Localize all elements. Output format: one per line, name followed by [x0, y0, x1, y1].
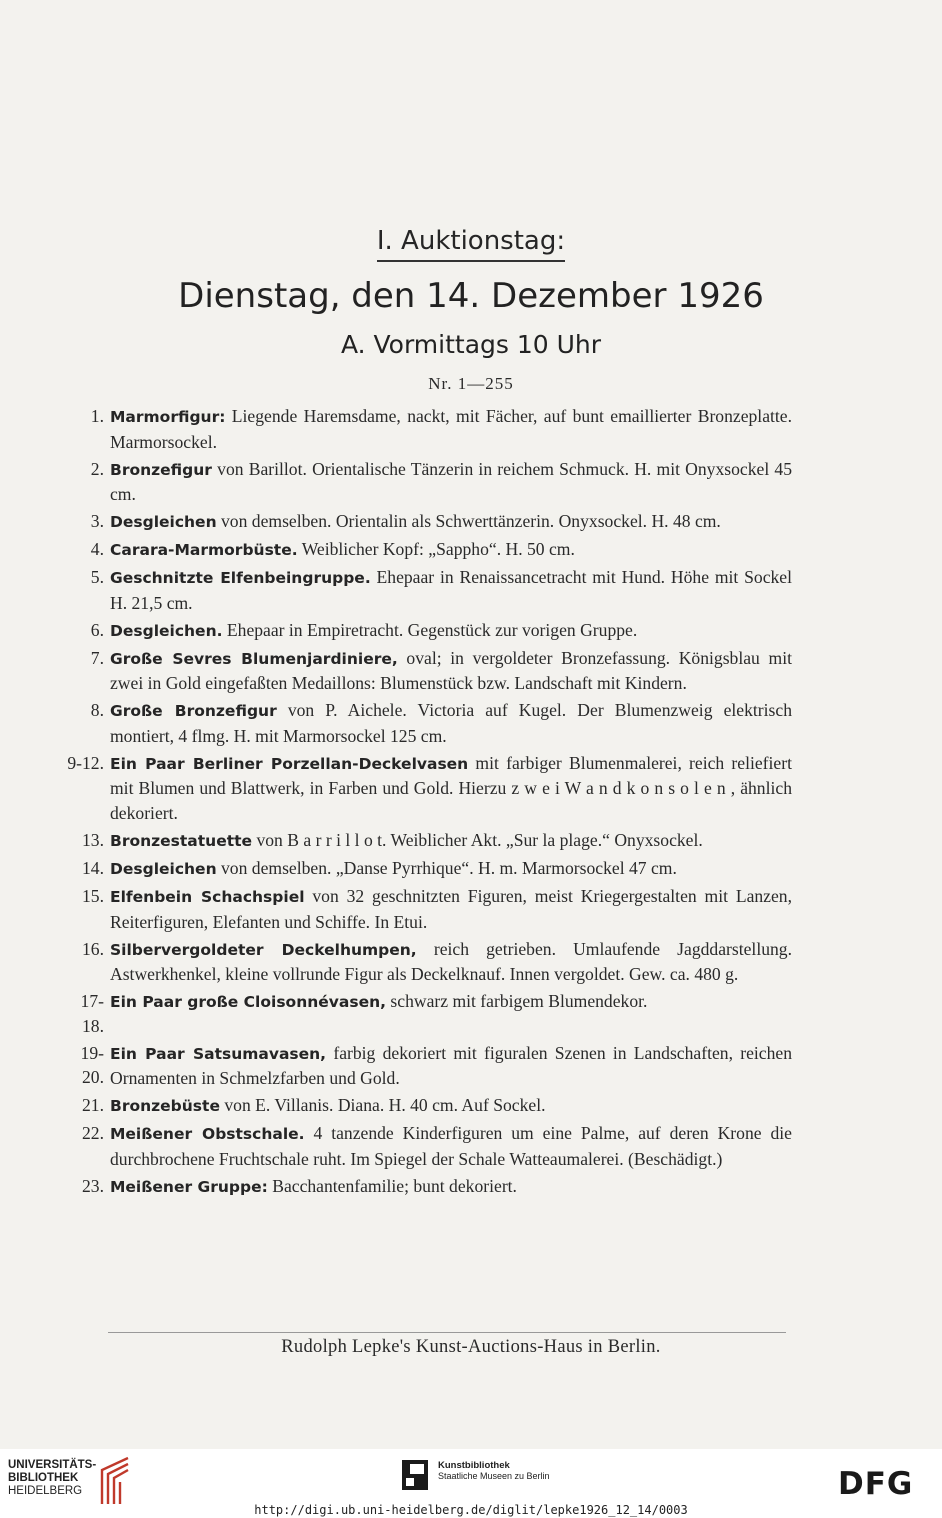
- lot-number: 9-12.: [67, 752, 104, 773]
- lot-text: mit farbiger Blumenmalerei, reich reliefiert mit Blumen und Blattwerk, in Farben und Gold. Hierzu z w e i W a n d k o n s o l e n , ähnlich dekoriert.: [110, 752, 792, 824]
- lot-item: [66, 565, 792, 615]
- lot-number: 2.: [90, 458, 104, 479]
- lot-text: von E. Villanis. Diana. H. 40 cm. Auf Sockel.: [219, 1095, 546, 1116]
- lot-title: Desgleichen: [110, 860, 217, 878]
- lot-text: von demselben. Orientalin als Schwerttänzerin. Onyxsockel. H. 48 cm.: [216, 511, 721, 532]
- lot-item: [66, 856, 792, 882]
- lot-title: Marmorfigur:: [110, 408, 226, 426]
- lot-title: Elfenbein Schachspiel: [110, 887, 305, 906]
- lot-number: 4.: [90, 539, 104, 560]
- lot-item: [66, 698, 792, 748]
- lot-description: [110, 1121, 792, 1171]
- lot-description: [110, 509, 792, 535]
- lot-title: Meißener Obstschale.: [110, 1125, 305, 1144]
- lot-item: [66, 1041, 792, 1091]
- lot-text: Ehepaar in Empiretracht. Gegenstück zur vorigen Gruppe.: [222, 619, 638, 640]
- lot-number: 14.: [82, 858, 104, 878]
- lot-title: Ein Paar Satsumavasen,: [110, 1044, 327, 1063]
- lot-text: Liegende Haremsdame, nackt, mit Fächer, auf bunt emaillierter Bronzeplatte. Marmorsockel.: [110, 406, 792, 452]
- lot-number: 22.: [82, 1123, 104, 1144]
- lot-item: [66, 989, 792, 1038]
- lot-text: von P. Aichele. Victoria auf Kugel. Der Blumenzweig elektrisch montiert, 4 flmg. H. mit Marmorsockel 125 cm.: [110, 700, 792, 746]
- lot-description: [110, 1174, 792, 1200]
- lot-description: [110, 937, 792, 987]
- lot-number: 16.: [82, 938, 104, 959]
- lot-description: [110, 537, 792, 563]
- lot-title: Desgleichen.: [110, 621, 223, 640]
- lot-item: [66, 618, 792, 644]
- lot-text: farbig dekoriert mit figuralen Szenen in Landschaften, reichen Ornamenten in Schmelzfarben und Gold.: [110, 1042, 792, 1089]
- lot-description: [110, 989, 792, 1038]
- lot-title: Große Sevres Blumenjardiniere,: [110, 649, 398, 668]
- lot-text: oval; in vergoldeter Bronzefassung. Königsblau mit zwei in Gold eingefaßten Medaillons: Blumenstück bzw. Landschaft mit Kindern.: [110, 647, 792, 694]
- lot-number: 5.: [90, 567, 104, 588]
- lot-description: [110, 565, 792, 615]
- lot-item: [66, 1121, 792, 1171]
- lot-number: 23.: [82, 1175, 104, 1196]
- lot-number: 6.: [90, 619, 104, 640]
- permalink-url[interactable]: http://digi.ub.uni-heidelberg.de/diglit/lepke1926_12_14/0003: [254, 1503, 688, 1517]
- lot-text: Weiblicher Kopf: „Sappho“. H. 50 cm.: [297, 539, 575, 560]
- lot-number: 7.: [90, 647, 104, 668]
- lot-number: 1.: [90, 406, 104, 426]
- auction-day-heading: I. Auktionstag:: [0, 226, 942, 256]
- lot-title: Silbervergoldeter Deckelhumpen,: [110, 940, 417, 959]
- heidelberg-logo-icon[interactable]: [98, 1456, 132, 1506]
- lot-description: [110, 618, 792, 644]
- lot-description: [110, 646, 792, 696]
- lot-title: Meißener Gruppe:: [110, 1177, 268, 1196]
- lot-range: Nr. 1—255: [428, 374, 514, 393]
- lot-text: von Barillot. Orientalische Tänzerin in reichem Schmuck. H. mit Onyxsockel 45 cm.: [110, 458, 792, 505]
- lot-text: Ehepaar in Renaissancetracht mit Hund. Höhe mit Sockel H. 21,5 cm.: [110, 567, 792, 613]
- lot-item: [66, 404, 792, 454]
- lot-description: [110, 457, 792, 507]
- lot-item: [66, 884, 792, 934]
- lot-number: 13.: [82, 830, 104, 851]
- lot-item: [66, 646, 792, 696]
- lot-number: 19-20.: [80, 1042, 104, 1088]
- lot-number: 8.: [90, 700, 104, 721]
- lot-title: Ein Paar Berliner Porzellan-Deckelvasen: [110, 754, 469, 773]
- lot-title: Geschnitzte Elfenbeingruppe.: [110, 569, 371, 588]
- session-heading: A. Vormittags 10 Uhr: [340, 330, 602, 359]
- lot-description: [110, 1041, 792, 1091]
- lot-description: [110, 404, 792, 454]
- lot-number: 17-18.: [80, 991, 104, 1036]
- lot-item: [66, 751, 792, 826]
- lot-title: Desgleichen: [110, 513, 217, 532]
- lot-text: schwarz mit farbigem Blumendekor.: [386, 991, 648, 1012]
- kunstbibliothek-logo-text[interactable]: Kunstbibliothek Staatliche Museen zu Berlin: [438, 1460, 550, 1481]
- lot-list: [66, 404, 792, 1202]
- page-footer: Rudolph Lepke's Kunst-Auctions-Haus in Berlin.: [281, 1337, 661, 1357]
- lot-text: reich getrieben. Umlaufende Jagddarstellung. Astwerkhenkel, kleine vollrunde Figur als Deckelknauf. Innen vergoldet. Gew. ca. 480 g.: [110, 938, 793, 985]
- lot-text: von demselben. „Danse Pyrrhique“. H. m. Marmorsockel 47 cm.: [216, 858, 677, 878]
- lot-title: Bronzefigur: [110, 460, 212, 479]
- auction-date-heading: Dienstag, den 14. Dezember 1926: [178, 276, 764, 316]
- lot-number: 21.: [82, 1095, 104, 1116]
- lot-description: [110, 828, 792, 854]
- lot-item: [66, 537, 792, 563]
- lot-title: Große Bronzefigur: [110, 702, 277, 721]
- lot-item: [66, 1174, 792, 1200]
- lot-description: [110, 751, 792, 826]
- lot-title: Bronzestatuette: [110, 832, 253, 851]
- lot-text: von B a r r i l l o t. Weiblicher Akt. „Sur la plage.“ Onyxsockel.: [252, 830, 703, 851]
- dfg-logo[interactable]: DFG: [838, 1466, 914, 1502]
- lot-description: [110, 856, 792, 882]
- lot-item: [66, 509, 792, 535]
- heidelberg-library-logo-text[interactable]: UNIVERSITÄTS- BIBLIOTHEK HEIDELBERG: [8, 1459, 97, 1497]
- lot-item: [66, 1093, 792, 1119]
- footer-divider: [108, 1332, 786, 1333]
- lot-item: [66, 828, 792, 854]
- lot-title: Ein Paar große Cloisonnévasen,: [110, 993, 387, 1012]
- lot-text: 4 tanzende Kinderfiguren um eine Palme, auf deren Krone die durchbrochene Fruchtschale ruht. Im Spiegel der Schale Watteaumalerei. (Beschädigt.): [110, 1123, 792, 1169]
- lot-item: [66, 937, 792, 987]
- kunstbibliothek-logo-icon[interactable]: [402, 1460, 428, 1490]
- lot-title: Bronzebüste: [110, 1097, 220, 1116]
- lot-number: 3.: [90, 511, 104, 532]
- lot-description: [110, 698, 792, 748]
- lot-title: Carara-Marmorbüste.: [110, 541, 298, 560]
- lot-description: [110, 1093, 792, 1119]
- lot-item: [66, 457, 792, 507]
- lot-text: Bacchantenfamilie; bunt dekoriert.: [267, 1175, 517, 1196]
- lot-text: von 32 geschnitzten Figuren, meist Kriegergestalten mit Lanzen, Reiterfiguren, Elefanten und Schiffe. In Etui.: [110, 885, 792, 932]
- lot-description: [110, 884, 792, 934]
- lot-number: 15.: [82, 885, 104, 906]
